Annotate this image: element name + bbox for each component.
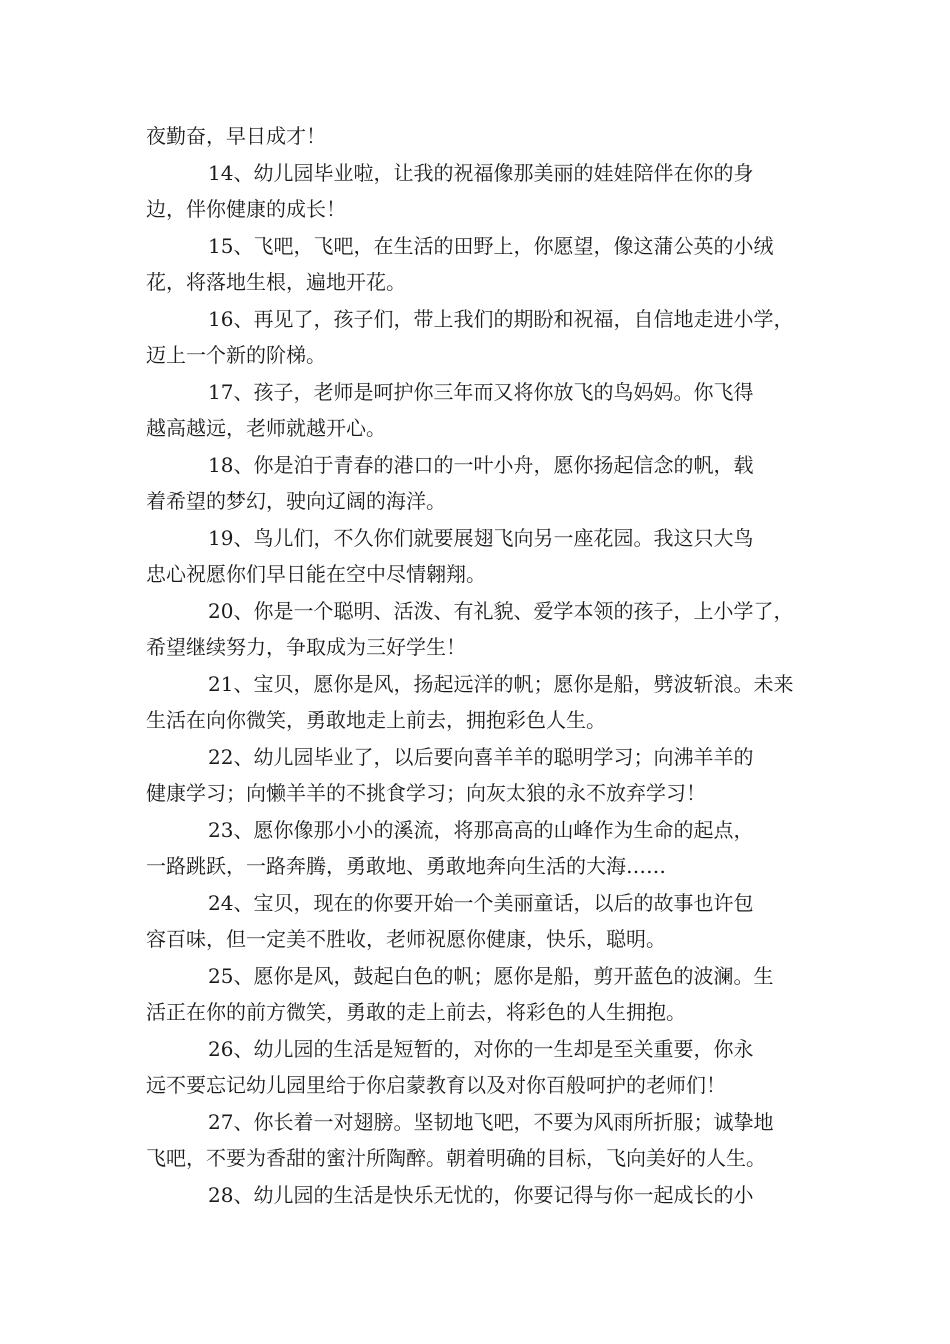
paragraph-25-line-2: 活正在你的前方微笑，勇敢的走上前去，将彩色的人生拥抱。 — [146, 1000, 686, 1024]
text-line: 夜勤奋，早日成才！ — [146, 124, 326, 148]
paragraph-25-line-1: 25、愿你是风，鼓起白色的帆；愿你是船，剪开蓝色的波澜。生 — [208, 963, 774, 988]
paragraph-19-line-1: 19、鸟儿们，不久你们就要展翅飞向另一座花园。我这只大鸟 — [208, 525, 754, 550]
paragraph-20-line-2: 希望继续努力，争取成为三好学生！ — [146, 635, 466, 659]
paragraph-22-line-1: 22、幼儿园毕业了，以后要向喜羊羊的聪明学习；向沸羊羊的 — [208, 744, 754, 769]
paragraph-24-line-1: 24、宝贝，现在的你要开始一个美丽童话，以后的故事也许包 — [208, 890, 754, 915]
paragraph-21-line-1: 21、宝贝，愿你是风，扬起远洋的帆；愿你是船，劈波斩浪。未来 — [208, 671, 794, 696]
paragraph-17-line-1: 17、孩子，老师是呵护你三年而又将你放飞的鸟妈妈。你飞得 — [208, 379, 754, 404]
paragraph-28-line-1: 28、幼儿园的生活是快乐无忧的，你要记得与你一起成长的小 — [208, 1182, 754, 1207]
paragraph-19-line-2: 忠心祝愿你们早日能在空中尽情翱翔。 — [146, 562, 486, 586]
paragraph-27-line-1: 27、你长着一对翅膀。坚韧地飞吧，不要为风雨所折服；诚挚地 — [208, 1109, 774, 1134]
paragraph-23-line-1: 23、愿你像那小小的溪流，将那高高的山峰作为生命的起点， — [208, 817, 754, 842]
paragraph-27-line-2: 飞吧，不要为香甜的蜜汁所陶醉。朝着明确的目标，飞向美好的人生。 — [146, 1146, 766, 1170]
paragraph-22-line-2: 健康学习；向懒羊羊的不挑食学习；向灰太狼的永不放弃学习！ — [146, 781, 706, 805]
paragraph-16-line-1: 16、再见了，孩子们，带上我们的期盼和祝福，自信地走进小学， — [208, 306, 794, 331]
paragraph-26-line-2: 远不要忘记幼儿园里给于你启蒙教育以及对你百般呵护的老师们！ — [146, 1073, 726, 1097]
paragraph-20-line-1: 20、你是一个聪明、活泼、有礼貌、爱学本领的孩子，上小学了， — [208, 598, 794, 623]
paragraph-18-line-1: 18、你是泊于青春的港口的一叶小舟，愿你扬起信念的帆，载 — [208, 452, 754, 477]
paragraph-16-line-2: 迈上一个新的阶梯。 — [146, 343, 326, 367]
paragraph-26-line-1: 26、幼儿园的生活是短暂的，对你的一生却是至关重要，你永 — [208, 1036, 754, 1061]
paragraph-18-line-2: 着希望的梦幻，驶向辽阔的海洋。 — [146, 489, 446, 513]
paragraph-24-line-2: 容百味，但一定美不胜收，老师祝愿你健康，快乐，聪明。 — [146, 927, 666, 951]
paragraph-14-line-1: 14、幼儿园毕业啦，让我的祝福像那美丽的娃娃陪伴在你的身 — [208, 160, 754, 185]
document-body — [146, 118, 810, 1213]
paragraph-21-line-2: 生活在向你微笑，勇敢地走上前去，拥抱彩色人生。 — [146, 708, 606, 732]
paragraph-14-line-2: 边，伴你健康的成长！ — [146, 197, 346, 221]
paragraph-15-line-2: 花，将落地生根，遍地开花。 — [146, 270, 406, 294]
paragraph-15-line-1: 15、飞吧，飞吧，在生活的田野上，你愿望，像这蒲公英的小绒 — [208, 233, 774, 258]
paragraph-17-line-2: 越高越远，老师就越开心。 — [146, 416, 386, 440]
paragraph-23-line-2: 一路跳跃，一路奔腾，勇敢地、勇敢地奔向生活的大海…… — [146, 854, 666, 878]
